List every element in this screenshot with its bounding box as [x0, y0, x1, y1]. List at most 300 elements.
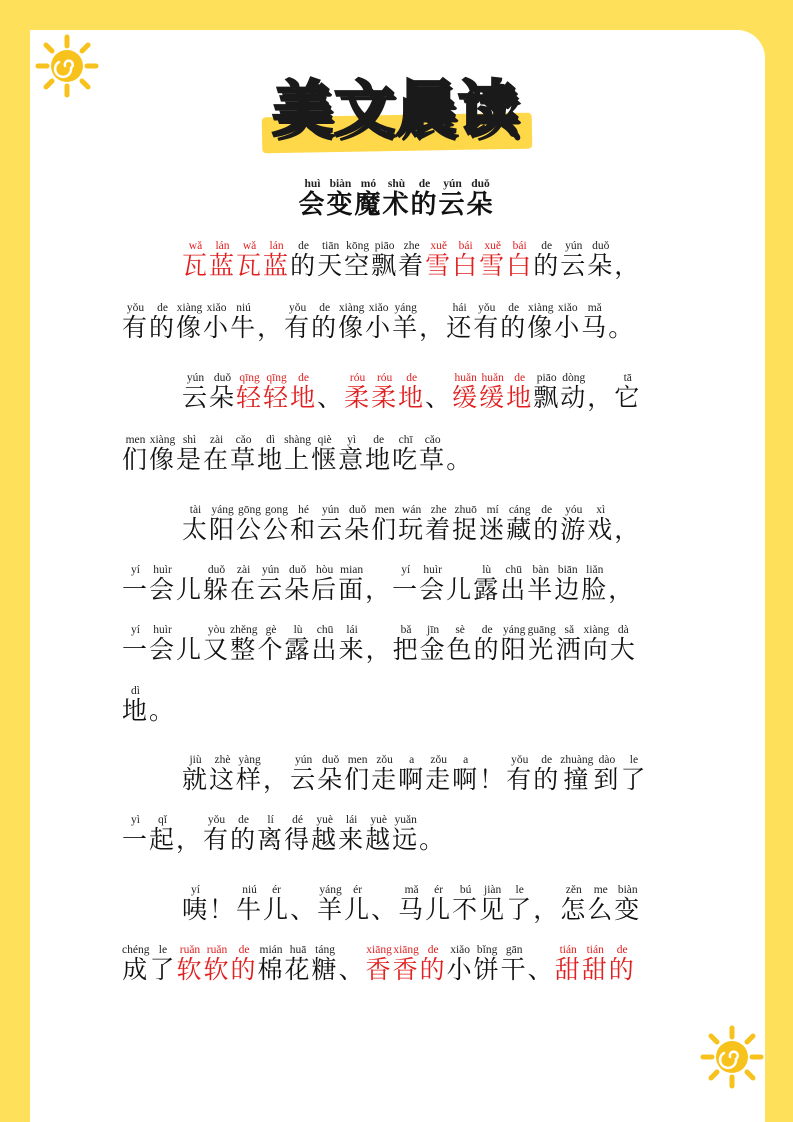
hanzi-char	[533, 504, 561, 544]
pinyin: xiāng	[392, 944, 420, 956]
hanzi-glyph: 轻	[236, 383, 264, 412]
hanzi-char	[203, 564, 231, 604]
pinyin: shì	[176, 434, 204, 446]
hanzi-glyph: 地	[257, 445, 285, 474]
pinyin	[263, 754, 290, 766]
hanzi-glyph: 朵	[284, 575, 312, 604]
hanzi-glyph: 甜	[554, 955, 582, 984]
hanzi-char	[290, 754, 318, 794]
pinyin: yáng	[317, 884, 345, 896]
pinyin: de	[608, 944, 636, 956]
hanzi-glyph: 在	[230, 575, 258, 604]
hanzi-char	[371, 504, 399, 544]
pinyin: mó	[354, 178, 383, 190]
hanzi-char	[298, 178, 327, 220]
pinyin	[446, 564, 473, 576]
pinyin: de	[290, 372, 318, 384]
hanzi-char	[560, 754, 594, 794]
hanzi-glyph: 有	[473, 313, 501, 342]
hanzi-char	[236, 240, 264, 280]
hanzi-char	[344, 240, 372, 280]
hanzi-char	[182, 504, 210, 544]
pinyin: biàn	[326, 178, 355, 190]
pinyin	[257, 302, 284, 314]
pinyin: yǒu	[122, 302, 149, 314]
hanzi-char	[176, 434, 204, 474]
hanzi-glyph: 马	[581, 313, 609, 342]
hanzi-char	[533, 240, 561, 280]
hanzi-glyph: 羊	[317, 895, 345, 924]
hanzi-char	[452, 504, 480, 544]
hanzi-glyph: 儿	[344, 895, 372, 924]
hanzi-char	[506, 372, 534, 412]
hanzi-glyph: 朵	[466, 190, 495, 220]
pinyin: zài	[230, 564, 258, 576]
pinyin: sǎ	[555, 624, 583, 636]
hanzi-glyph: 变	[614, 895, 642, 924]
pinyin: huì	[298, 178, 327, 190]
hanzi-glyph: 意	[338, 445, 366, 474]
hanzi-glyph: ，	[365, 635, 393, 664]
pinyin: qǐ	[149, 814, 177, 826]
hanzi-glyph: 小	[365, 313, 393, 342]
pinyin: de	[533, 754, 561, 766]
pinyin: ruǎn	[203, 944, 231, 956]
poem-line	[182, 504, 641, 546]
hanzi-glyph: 云	[438, 190, 467, 220]
pinyin: gong	[263, 504, 291, 516]
hanzi-glyph: 小	[446, 955, 474, 984]
pinyin: yún	[317, 504, 345, 516]
hanzi-char	[339, 955, 366, 984]
hanzi-glyph: 的	[608, 955, 636, 984]
hanzi-char	[365, 434, 393, 474]
hanzi-char	[620, 754, 648, 794]
page-header: 美文晨读	[272, 75, 521, 145]
hanzi-char	[203, 944, 231, 984]
hanzi-glyph: 朵	[344, 515, 372, 544]
hanzi-char	[236, 372, 264, 412]
pinyin: gè	[257, 624, 285, 636]
hanzi-glyph: 怎	[560, 895, 588, 924]
hanzi-glyph: 的	[149, 313, 177, 342]
hanzi-char	[533, 372, 561, 412]
hanzi-char	[500, 302, 528, 342]
hanzi-char	[354, 178, 383, 220]
hanzi-glyph: 雪	[479, 251, 507, 280]
hanzi-glyph: 的	[410, 190, 439, 220]
hanzi-glyph: 的	[230, 955, 258, 984]
hanzi-glyph: 瓦	[182, 251, 210, 280]
hanzi-char	[122, 564, 150, 604]
hanzi-char	[560, 884, 588, 924]
pinyin: yǒu	[203, 814, 231, 826]
hanzi-char	[452, 754, 480, 794]
hanzi-glyph: 有	[203, 825, 231, 854]
hanzi-glyph: 着	[398, 251, 426, 280]
hanzi-char	[446, 302, 474, 342]
pinyin: lái	[338, 814, 366, 826]
hanzi-glyph: 了	[149, 955, 177, 984]
poem-line	[122, 814, 446, 856]
hanzi-glyph: ，	[587, 383, 615, 412]
hanzi-glyph: 雪	[425, 251, 453, 280]
hanzi-glyph: 地	[365, 445, 393, 474]
hanzi-glyph: 地	[122, 696, 150, 725]
pinyin: duǒ	[587, 240, 615, 252]
hanzi-glyph: 蓝	[263, 251, 291, 280]
hanzi-glyph: 边	[554, 575, 582, 604]
hanzi-glyph: 捉	[452, 515, 480, 544]
pinyin: gān	[500, 944, 528, 956]
hanzi-glyph: 走	[371, 765, 399, 794]
pinyin: bú	[452, 884, 480, 896]
pinyin: xiǎo	[365, 302, 393, 314]
pinyin: yuè	[311, 814, 339, 826]
hanzi-glyph: 羊	[392, 313, 420, 342]
hanzi-char	[311, 564, 339, 604]
hanzi-glyph: 像	[149, 445, 177, 474]
pinyin: ér	[425, 884, 453, 896]
hanzi-char	[311, 944, 339, 984]
hanzi-char	[587, 884, 615, 924]
pinyin: xiǎo	[203, 302, 231, 314]
pinyin: xiāng	[365, 944, 393, 956]
poem-line	[122, 624, 637, 666]
hanzi-char	[203, 814, 231, 854]
hanzi-char	[500, 564, 528, 604]
pinyin	[419, 814, 446, 826]
hanzi-glyph: 干	[500, 955, 528, 984]
hanzi-char	[263, 240, 291, 280]
pinyin: yí	[122, 564, 150, 576]
pinyin: yuè	[365, 814, 393, 826]
hanzi-glyph: 游	[560, 515, 588, 544]
hanzi-char	[236, 884, 264, 924]
hanzi-char	[182, 884, 210, 924]
hanzi-glyph: 一	[122, 575, 150, 604]
pinyin: shàng	[284, 434, 312, 446]
hanzi-char	[500, 624, 528, 664]
hanzi-char	[263, 765, 290, 794]
hanzi-char	[371, 372, 399, 412]
hanzi-char	[149, 944, 177, 984]
hanzi-char	[473, 624, 501, 664]
poem-line	[122, 944, 636, 986]
pinyin	[176, 624, 203, 636]
pinyin: yáng	[209, 504, 237, 516]
hanzi-glyph: 惬	[311, 445, 339, 474]
hanzi-char	[122, 944, 150, 984]
hanzi-glyph: ，	[614, 251, 642, 280]
hanzi-char	[473, 944, 501, 984]
hanzi-glyph: 离	[257, 825, 285, 854]
poem-line	[122, 685, 176, 727]
hanzi-char	[236, 754, 264, 794]
pinyin	[614, 240, 641, 252]
poem-line	[182, 884, 641, 926]
hanzi-glyph: 太	[182, 515, 210, 544]
hanzi-glyph: 云	[560, 251, 588, 280]
hanzi-glyph: ，	[365, 575, 393, 604]
hanzi-char	[149, 814, 177, 854]
poem-line	[122, 434, 473, 476]
hanzi-char	[614, 251, 641, 280]
hanzi-glyph: 出	[311, 635, 339, 664]
hanzi-glyph: 地	[398, 383, 426, 412]
hanzi-char	[608, 313, 635, 342]
hanzi-glyph: 有	[122, 313, 150, 342]
pinyin: de	[230, 814, 258, 826]
hanzi-char	[122, 434, 150, 474]
hanzi-glyph: ！	[479, 765, 507, 794]
hanzi-char	[311, 302, 339, 342]
pinyin: duǒ	[203, 564, 231, 576]
hanzi-glyph: 的	[290, 251, 318, 280]
hanzi-glyph: 甜	[581, 955, 609, 984]
pinyin: xì	[587, 504, 615, 516]
hanzi-glyph: 公	[263, 515, 291, 544]
hanzi-char	[419, 313, 446, 342]
pinyin: xiǎo	[554, 302, 582, 314]
hanzi-char	[528, 955, 555, 984]
hanzi-glyph: 洒	[555, 635, 583, 664]
hanzi-char	[425, 240, 453, 280]
hanzi-char	[371, 895, 398, 924]
hanzi-char	[284, 944, 312, 984]
hanzi-char	[257, 944, 285, 984]
hanzi-char	[290, 372, 318, 412]
pinyin	[176, 814, 203, 826]
hanzi-char	[614, 372, 642, 412]
hanzi-char	[230, 814, 258, 854]
hanzi-char	[122, 624, 150, 664]
hanzi-char	[344, 884, 372, 924]
hanzi-glyph: 的	[419, 955, 447, 984]
hanzi-glyph: 会	[149, 635, 177, 664]
pinyin: kōng	[344, 240, 372, 252]
hanzi-char	[608, 944, 636, 984]
pinyin: chū	[500, 564, 528, 576]
pinyin: mián	[257, 944, 285, 956]
pinyin	[446, 434, 473, 446]
hanzi-glyph: 一	[122, 635, 150, 664]
pinyin	[528, 944, 555, 956]
hanzi-glyph: 天	[317, 251, 345, 280]
pinyin	[371, 884, 398, 896]
hanzi-char	[392, 944, 420, 984]
hanzi-glyph: 、	[290, 895, 318, 924]
hanzi-glyph: 儿	[176, 635, 204, 664]
hanzi-glyph: 把	[392, 635, 420, 664]
poem-line	[182, 754, 647, 796]
hanzi-char	[527, 624, 556, 664]
pinyin	[587, 372, 614, 384]
hanzi-char	[338, 624, 366, 664]
hanzi-char	[311, 434, 339, 474]
hanzi-char	[149, 434, 177, 474]
hanzi-char	[419, 825, 446, 854]
pinyin: biān	[554, 564, 582, 576]
hanzi-char	[209, 504, 237, 544]
hanzi-glyph: 成	[122, 955, 150, 984]
pinyin	[608, 564, 635, 576]
hanzi-glyph: 云	[182, 383, 210, 412]
pinyin	[365, 564, 392, 576]
hanzi-glyph: 阳	[209, 515, 237, 544]
hanzi-char	[452, 884, 480, 924]
pinyin: hòu	[311, 564, 339, 576]
pinyin: de	[506, 372, 534, 384]
hanzi-char	[230, 624, 258, 664]
pinyin: jīn	[419, 624, 447, 636]
hanzi-char	[398, 884, 426, 924]
pinyin: xiàng	[338, 302, 366, 314]
hanzi-char	[479, 765, 506, 794]
pinyin: xiǎo	[446, 944, 474, 956]
hanzi-char	[608, 575, 635, 604]
hanzi-char	[446, 445, 473, 474]
poem-line	[182, 372, 641, 414]
hanzi-glyph: 。	[446, 445, 474, 474]
pinyin: bǎ	[392, 624, 420, 636]
pinyin: yún	[182, 372, 209, 384]
hanzi-glyph: 就	[182, 765, 210, 794]
hanzi-char	[473, 302, 501, 342]
hanzi-glyph: ，	[419, 313, 447, 342]
pinyin: chū	[311, 624, 339, 636]
hanzi-char	[398, 504, 426, 544]
hanzi-glyph: 露	[284, 635, 312, 664]
hanzi-char	[479, 372, 507, 412]
pinyin: wǎ	[236, 240, 264, 252]
hanzi-char	[582, 624, 610, 664]
hanzi-char	[410, 178, 439, 220]
pinyin: yí	[122, 624, 150, 636]
hanzi-glyph: 变	[326, 190, 355, 220]
pinyin: mí	[479, 504, 507, 516]
hanzi-char	[317, 240, 345, 280]
hanzi-glyph: 的	[473, 635, 501, 664]
pinyin: zhuō	[452, 504, 480, 516]
hanzi-char	[527, 564, 555, 604]
hanzi-glyph: 草	[230, 445, 258, 474]
hanzi-glyph: 公	[236, 515, 264, 544]
hanzi-glyph: 玩	[398, 515, 426, 544]
hanzi-char	[365, 944, 393, 984]
pinyin: xuě	[425, 240, 453, 252]
hanzi-glyph: 软	[176, 955, 204, 984]
hanzi-char	[452, 372, 480, 412]
hanzi-glyph: 们	[371, 515, 399, 544]
hanzi-glyph: 会	[298, 190, 327, 220]
hanzi-char	[446, 944, 474, 984]
hanzi-char	[338, 434, 366, 474]
hanzi-char	[452, 240, 480, 280]
hanzi-char	[236, 504, 264, 544]
pinyin: tián	[581, 944, 609, 956]
hanzi-glyph: 整	[230, 635, 258, 664]
hanzi-glyph: 越	[365, 825, 393, 854]
hanzi-glyph: 了	[620, 765, 648, 794]
hanzi-glyph: 吃	[392, 445, 420, 474]
hanzi-glyph: 饼	[473, 955, 501, 984]
hanzi-glyph: 像	[176, 313, 204, 342]
hanzi-char	[230, 434, 258, 474]
pinyin: le	[506, 884, 534, 896]
hanzi-char	[263, 372, 291, 412]
hanzi-char	[554, 944, 582, 984]
hanzi-glyph: ！	[209, 895, 237, 924]
hanzi-glyph: 有	[506, 765, 534, 794]
pinyin: dì	[122, 685, 150, 697]
hanzi-glyph: 越	[311, 825, 339, 854]
pinyin: zhè	[209, 754, 237, 766]
hanzi-glyph: 色	[446, 635, 474, 664]
hanzi-glyph: 有	[284, 313, 312, 342]
hanzi-glyph: 会	[419, 575, 447, 604]
pinyin: zǒu	[371, 754, 399, 766]
hanzi-glyph: 见	[479, 895, 507, 924]
hanzi-glyph: 云	[257, 575, 285, 604]
hanzi-glyph: 这	[209, 765, 237, 794]
hanzi-char	[149, 564, 177, 604]
hanzi-glyph: 、	[371, 895, 399, 924]
pinyin	[419, 302, 446, 314]
hanzi-char	[182, 240, 210, 280]
pinyin: dé	[284, 814, 312, 826]
hanzi-char	[587, 383, 614, 412]
hanzi-char	[392, 564, 420, 604]
pinyin: hái	[446, 302, 474, 314]
hanzi-glyph: 、	[317, 383, 345, 412]
hanzi-char	[209, 754, 237, 794]
pinyin: ruǎn	[176, 944, 204, 956]
pinyin: duǒ	[344, 504, 372, 516]
hanzi-char	[203, 434, 231, 474]
hanzi-glyph: 。	[419, 825, 447, 854]
pinyin: men	[344, 754, 372, 766]
hanzi-char	[398, 372, 426, 412]
hanzi-glyph: 的	[533, 515, 561, 544]
hanzi-glyph: 光	[527, 635, 556, 664]
hanzi-char	[392, 434, 420, 474]
hanzi-glyph: 阳	[500, 635, 528, 664]
hanzi-glyph: 个	[257, 635, 285, 664]
hanzi-char	[527, 302, 555, 342]
pinyin: bái	[506, 240, 534, 252]
poem-title	[0, 178, 793, 221]
hanzi-char	[555, 624, 583, 664]
pinyin: dào	[593, 754, 621, 766]
hanzi-glyph: 飘	[533, 383, 561, 412]
pinyin: yáng	[500, 624, 528, 636]
pinyin: bàn	[527, 564, 555, 576]
hanzi-char	[560, 504, 588, 544]
hanzi-char	[554, 302, 582, 342]
hanzi-glyph: 么	[587, 895, 615, 924]
hanzi-glyph: 金	[419, 635, 447, 664]
pinyin: yì	[338, 434, 366, 446]
hanzi-char	[506, 240, 534, 280]
hanzi-char	[419, 944, 447, 984]
pinyin: cǎo	[230, 434, 258, 446]
pinyin: yǒu	[506, 754, 534, 766]
hanzi-char	[326, 178, 355, 220]
hanzi-char	[438, 178, 467, 220]
pinyin: mǎ	[398, 884, 426, 896]
hanzi-glyph: 空	[344, 251, 372, 280]
